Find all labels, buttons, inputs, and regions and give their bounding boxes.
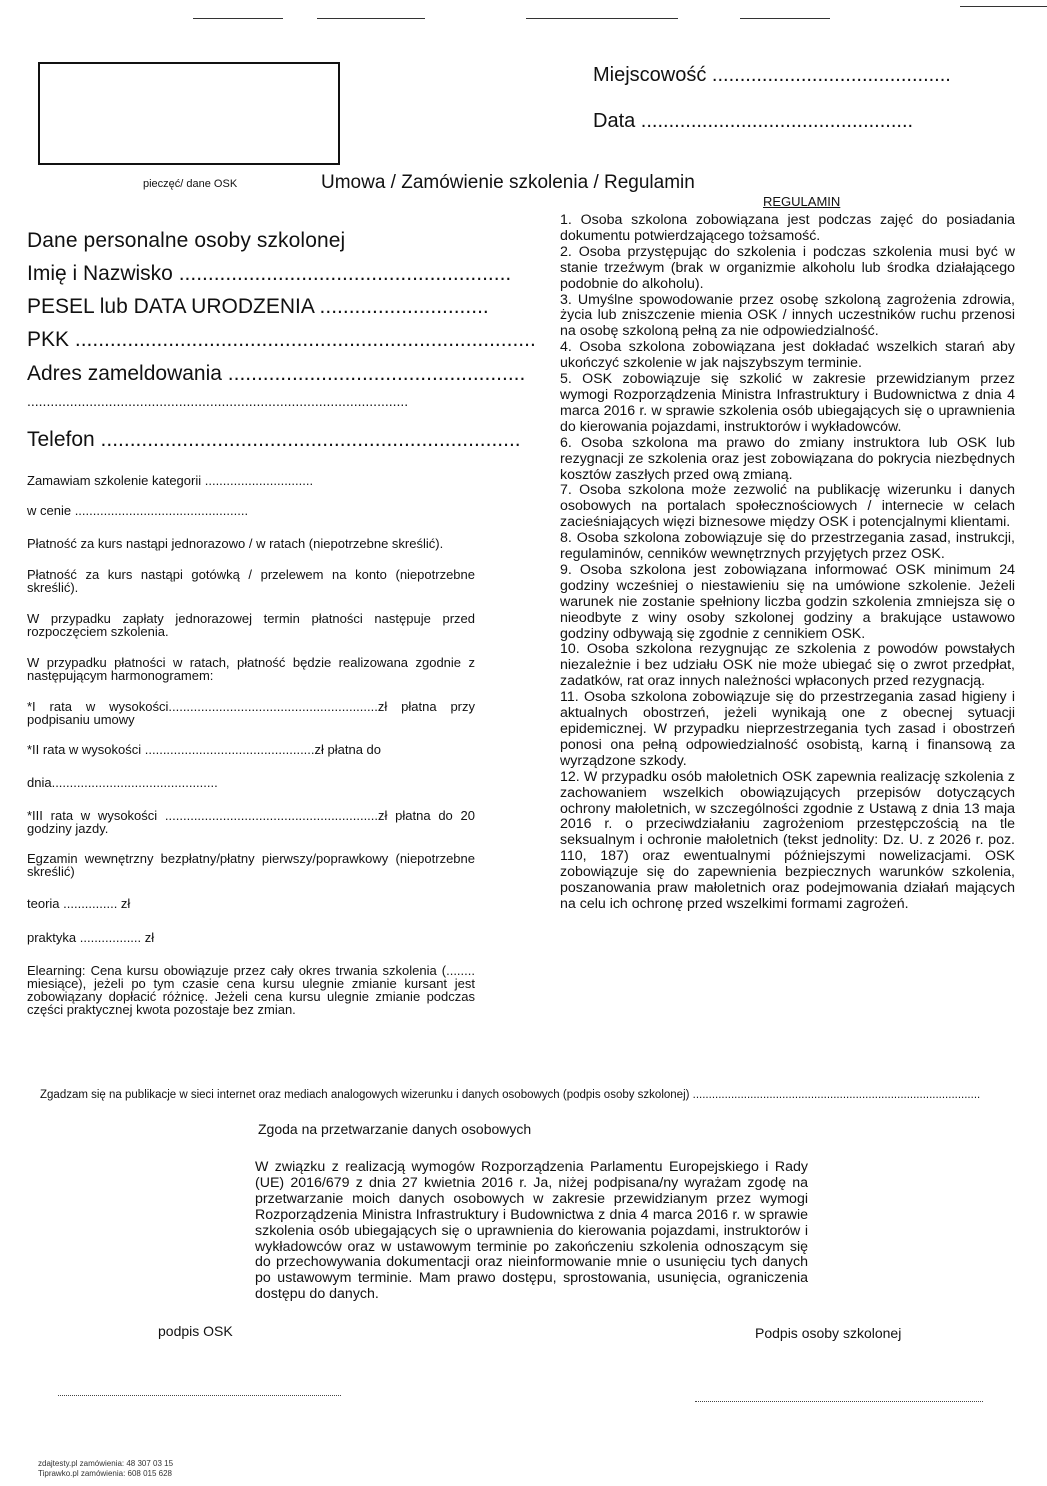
price-field[interactable]: w cenie ................................................ [27,503,249,518]
category-field[interactable]: Zamawiam szkolenie kategorii .............................. [27,473,314,488]
trainee-signature-line[interactable] [695,1401,983,1402]
phone-field[interactable]: Telefon ........................................................................ [27,428,521,451]
practice-price-field[interactable]: praktyka ................. zł [27,930,155,945]
regulation-item-6: 6. Osoba szkolona ma prawo do zmiany instruktora lub OSK lub rezygnacji ze szkolenia oraz jest zobowiązana do pokrycia niezbędnych kosztów zaszłych przed ową zmianą. [560,434,1015,483]
regulation-item-10: 10. Osoba szkolona rezygnując ze szkolenia z powodów powstałych niezależnie i bez udziału OSK nie może ubiegać się o zwrot przedpłat, zadatków, rat oraz innych należności wpłaconych przed rezygnacją. [560,641,1015,690]
document-title: Umowa / Zamówienie szkolenia / Regulamin [321,172,695,193]
regulation-item-7: 7. Osoba szkolona może zezwolić na publikację wizerunku i danych osobowych na portalach społecznościowych / internecie w celach zacieśniających więzi biznesowe między OSK i potencjalnymi klientami. [560,482,1015,531]
date-field[interactable]: Data ................................................. [593,110,914,132]
address-field[interactable]: Adres zameldowania ................................................... [27,362,526,385]
top-rule-4 [740,18,830,19]
pkk-field[interactable]: PKK ............................................................................... [27,328,536,351]
stamp-box[interactable] [38,62,340,165]
payment-method-text: Płatność za kurs nastąpi gotówką / przelewem na konto (niepotrzebne skreślić). [27,567,475,595]
top-rule-1 [193,18,283,19]
installment-1-field[interactable]: *I rata w wysokości..........................................................zł płatna przy podpisaniu umowy [27,699,475,727]
publication-consent-field[interactable]: Zgadzam się na publikacje w sieci internet oraz mediach analogowych wizerunku i danych osobowych (podpis osoby szkolonej) .......................................................................................... [40,1089,981,1101]
pesel-field[interactable]: PESEL lub DATA URODZENIA ............................. [27,295,489,318]
place-field[interactable]: Miejscowość ........................................... [593,64,951,86]
address-line-2[interactable]: .................................................................................................. [27,393,409,409]
regulation-item-12: 12. W przypadku osób małoletnich OSK zapewnia realizację szkolenia z zachowaniem wszelkich obowiązujących przepisów dotyczących ochrony małoletnich, w szczególności zgodnie z Ustawą z dnia 13 maja 2016 r. o przeciwdziałaniu zagrożeniom przestępczością na tle seksualnym i ochronie małoletnich (tekst jednolity: Dz. U. z 2026 r. poz. 110, 187) oraz ewentualnymi późniejszymi nowelizacjami. OSK zobowiązuje się do zapewnienia bezpiecznych warunków szkolenia, poszanowania praw małoletnich oraz podejmowania działań mających na celu ich ochronę przed wszelkimi formami zagrożeń. [560,768,1015,912]
top-rule-2 [317,18,425,19]
data-consent-text: W związku z realizacją wymogów Rozporządzenia Parlamentu Europejskiego i Rady (UE) 2016/679 z dnia 27 kwietnia 2016 r. Ja, niżej podpisana/ny wyrażam zgodę na przetwarzanie moich danych osobowych w zakresie przewidzianym przez wymogi Rozporządzenia Ministra Infrastruktury i Budownictwa z dnia 4 marca 2016 r. w sprawie szkolenia osób ubiegających się o uprawnienia do kierowania pojazdami, instruktorów i wykładowców oraz w ustawowym terminie po zakończeniu szkolenia odnoszącym się do przechowywania dokumentacji oraz nieinformowanie mnie o usunięciu tych danych po ustawowym terminie. Mam prawo dostępu, sprostowania, usunięcia, ograniczenia dostępu do danych. [255,1159,808,1303]
top-rule-3 [526,18,678,19]
one-time-term-text: W przypadku zapłaty jednorazowej termin płatności następuje przed rozpoczęciem szkolenia. [27,611,475,639]
regulation-item-3: 3. Umyślne spowodowanie przez osobę szkoloną zagrożenia zdrowia, życia lub zniszczenie mienia OSK / innych uczestników ruchu przenosi na osobę szkoloną pełną za nie odpowiedzialność. [560,291,1015,340]
footer-line-2: Tiprawko.pl zamówienia: 608 015 628 [38,1469,173,1478]
regulation-item-9: 9. Osoba szkolona jest zobowiązana informować OSK minimum 24 godziny wcześniej o niestawieniu się na umówione szkolenie. Jeżeli warunek nie zostanie spełniony liczba godzin szkolenia zmniejsza się o nieodbyte z winy osoby szkolonej godziny a brakujące ustawowo godziny odbywają się zgodnie z cennikiem OSK. [560,561,1015,642]
regulation-item-11: 11. Osoba szkolona zobowiązuje się do przestrzegania zasad higieny i aktualnych obostrzeń, jeżeli wynikają one z obecnej sytuacji epidemicznej. W przypadku nieprzestrzegania tych zasad i obostrzeń ponosi ona pełną odpowiedzialność osobistą, karną i finansową za wyrządzone szkody. [560,689,1015,769]
installment-3-field[interactable]: *III rata w wysokości ...........................................................zł płatna do 20 godziny jazdy. [27,808,475,836]
data-consent-body [255,1160,808,1303]
regulations-heading: REGULAMIN [763,194,841,209]
data-consent-title: Zgoda na przetwarzanie danych osobowych [258,1121,532,1137]
trainee-signature-label: Podpis osoby szkolonej [755,1325,902,1341]
payment-mode-text: Płatność za kurs nastąpi jednorazowo / w ratach (niepotrzebne skreślić). [27,536,444,551]
regulation-item-2: 2. Osoba przystępując do szkolenia i podczas szkolenia musi być w stanie trzeźwym (brak w organizmie alkoholu lub środka działającego podobnie do alkoholu). [560,243,1015,292]
theory-price-field[interactable]: teoria ............... zł [27,896,131,911]
installment-2-field[interactable]: *II rata w wysokości ...............................................zł płatna do [27,742,382,757]
installments-intro: W przypadku płatności w ratach, płatność będzie realizowana zgodnie z następującym harmonogramem: [27,655,475,683]
top-rule-5 [960,6,1047,7]
personal-section-title: Dane personalne osoby szkolonej [27,229,346,252]
regulation-item-4: 4. Osoba szkolona zobowiązana jest dokładać wszelkich starań aby ukończyć szkolenie w jak najszybszym terminie. [560,339,1015,372]
regulation-item-1: 1. Osoba szkolona zobowiązana jest podczas zajęć do posiadania dokumentu potwierdzającego tożsamość. [560,212,1015,244]
stamp-label: pieczęć/ dane OSK [143,178,238,190]
internal-exam-field[interactable]: Egzamin wewnętrzny bezpłatny/płatny pierwszy/poprawkowy (niepotrzebne skreślić) [27,851,475,879]
elearning-note: Elearning: Cena kursu obowiązuje przez cały okres trwania szkolenia (........ miesiące), jeżeli po tym czasie cena kursu ulegnie zmianie kursant jest zobowiązany dopłacić różnicę. Jeżeli cena kursu ulegnie zmianie podczas części praktycznej kwota pozostaje bez zmian. [27,963,475,1017]
regulation-item-5: 5. OSK zobowiązuje się szkolić w zakresie przewidzianym przez wymogi Rozporządzenia Ministra Infrastruktury i Budownictwa z dnia 4 marca 2016 r. w sprawie szkolenia osób ubiegających się o uprawnienia do kierowania pojazdami, instruktorów i wykładowców. [560,371,1015,435]
regulation-item-8: 8. Osoba szkolona zobowiązuje się do przestrzegania zasad, instrukcji, regulaminów, cenników wewnętrznych przyjętych przez OSK. [560,530,1015,563]
regulations-list [560,213,1015,913]
footer-line-1: zdajtesty.pl zamówienia: 48 307 03 15 [38,1459,174,1468]
installment-2-date-field[interactable]: dnia.............................................. [27,775,218,790]
osk-signature-label: podpis OSK [158,1323,233,1339]
name-field[interactable]: Imię i Nazwisko ......................................................... [27,262,512,285]
osk-signature-line[interactable] [58,1395,341,1396]
